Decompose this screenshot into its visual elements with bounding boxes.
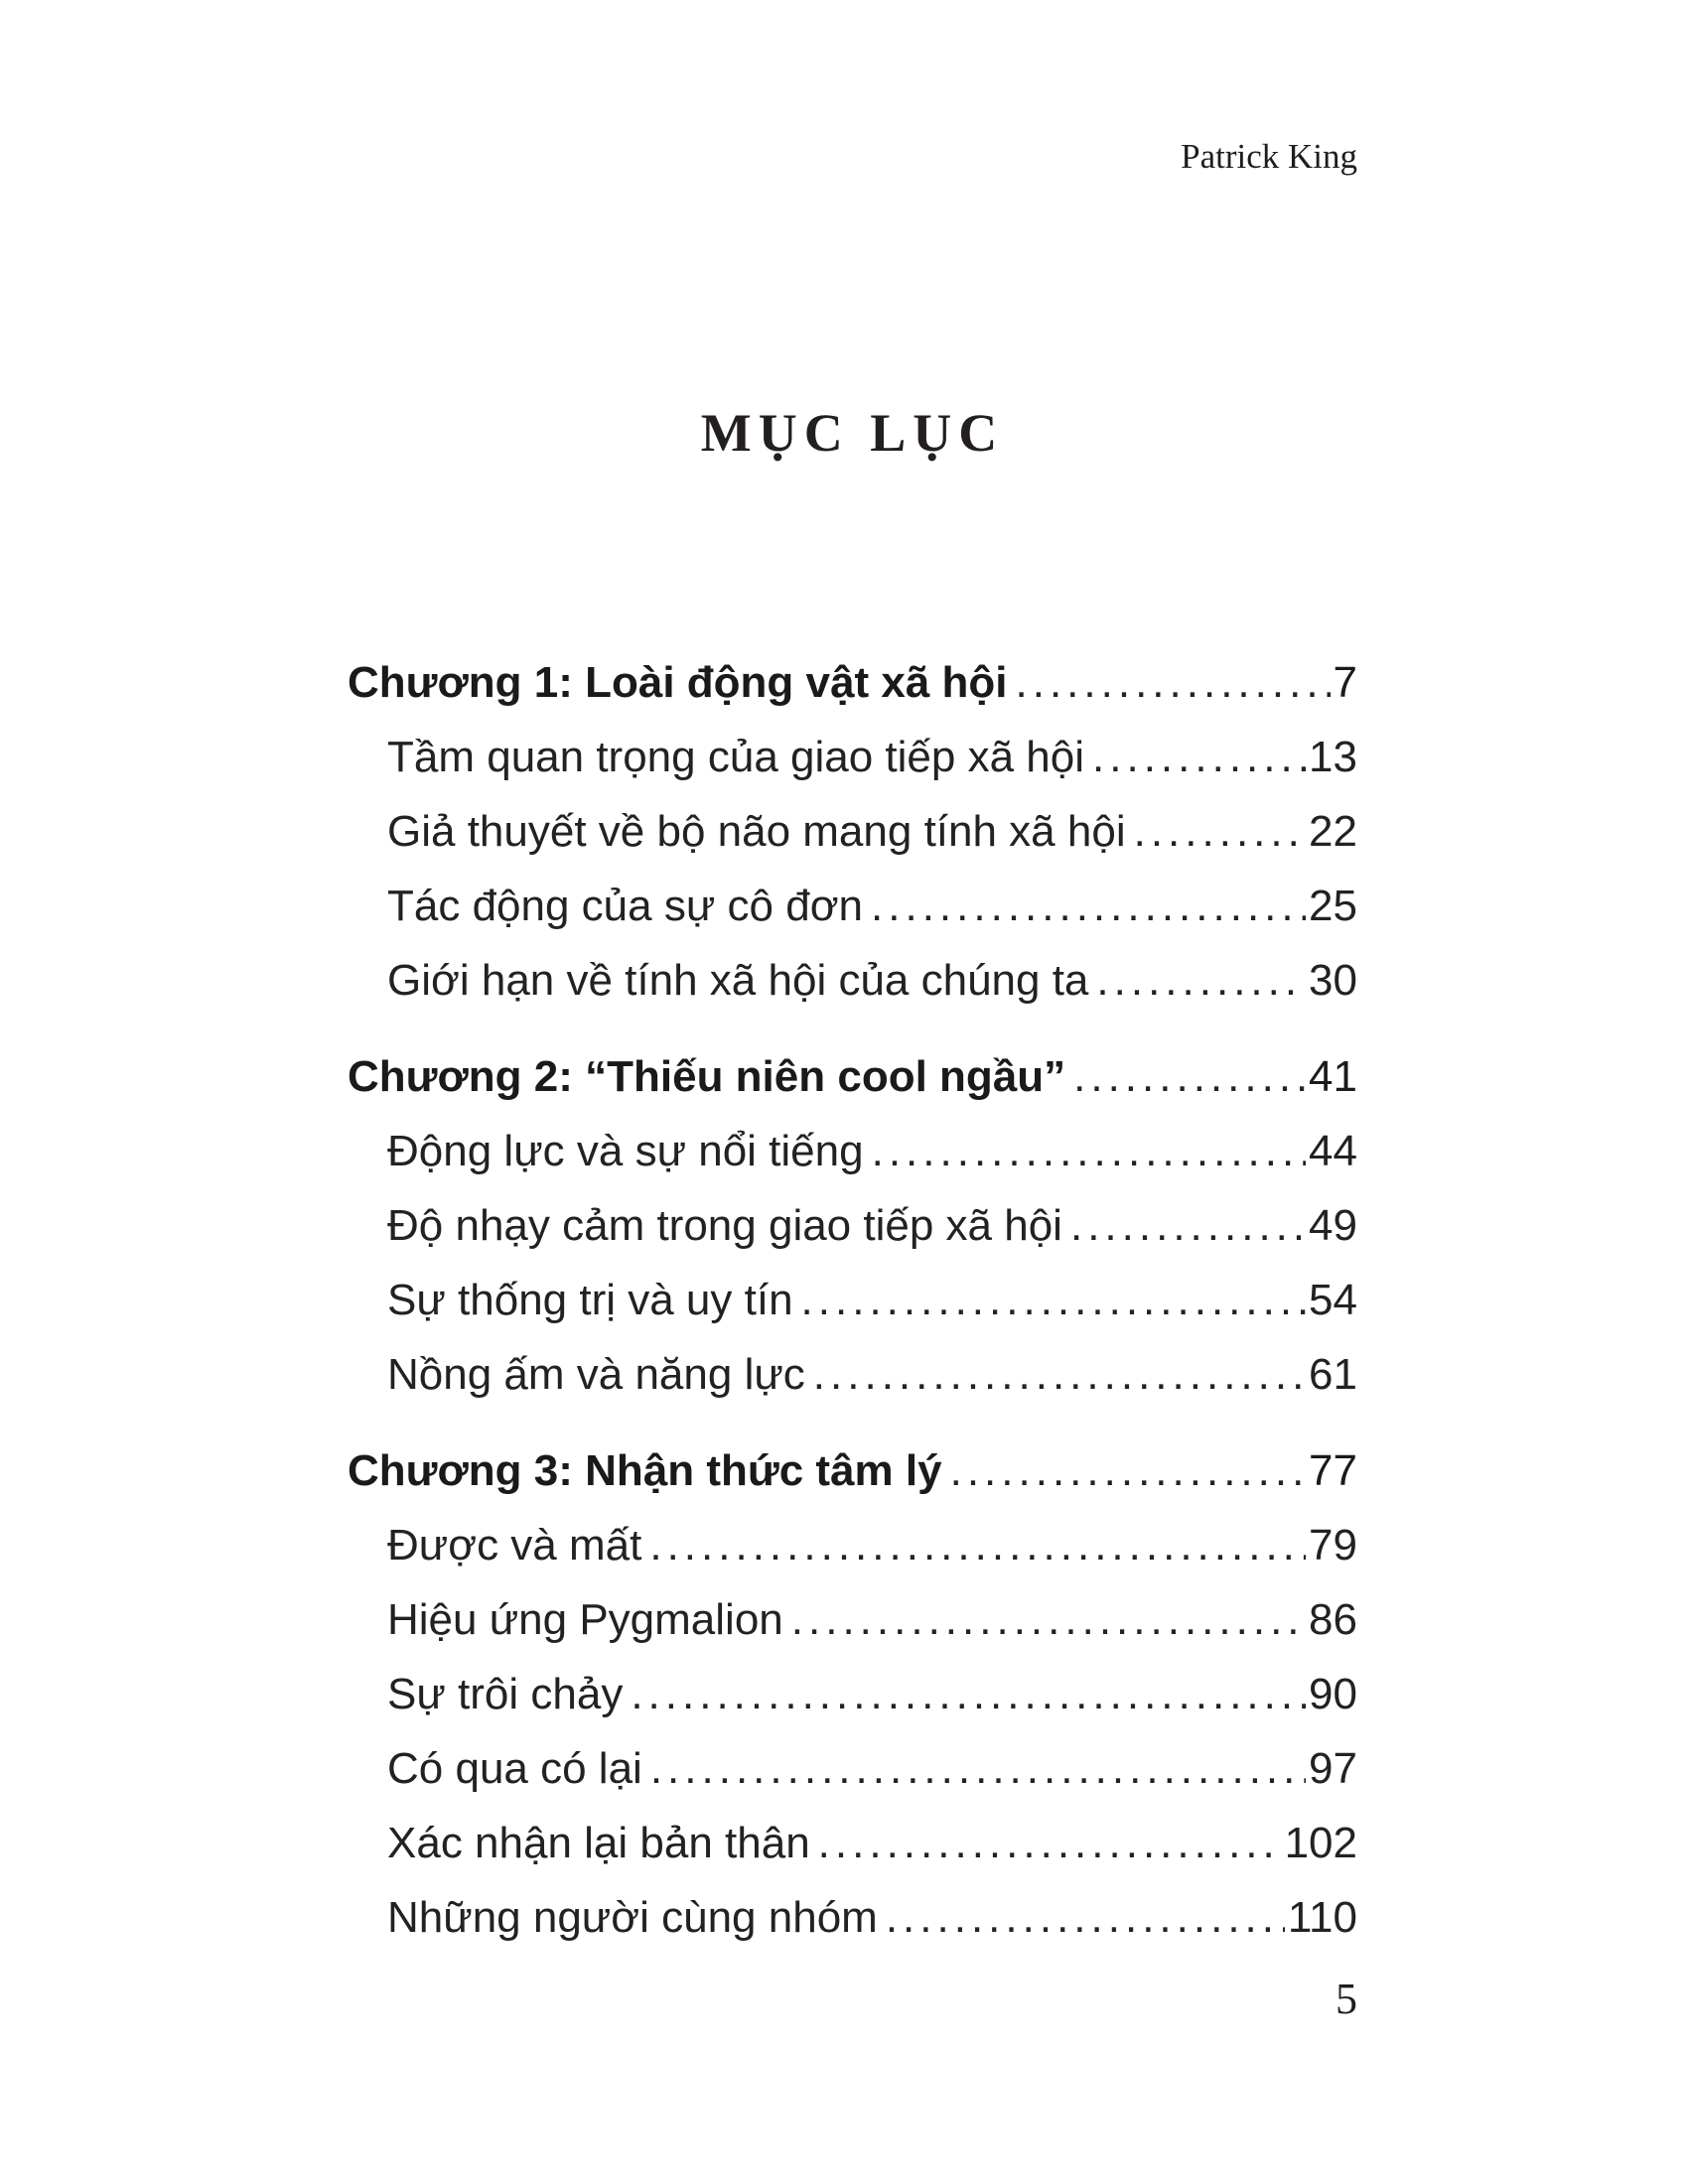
- toc-entry-label: Sự trôi chảy: [387, 1670, 624, 1718]
- toc-entry-page: 25: [1309, 882, 1357, 930]
- toc-entry-page: 79: [1309, 1521, 1357, 1570]
- toc-entry-sub: [348, 1188, 1357, 1263]
- toc-entry-page: 30: [1309, 956, 1357, 1005]
- toc-entry-page: 110: [1287, 1893, 1357, 1942]
- toc-entry-page: 77: [1309, 1446, 1357, 1495]
- toc-entry-sub: [348, 869, 1357, 943]
- toc-entry-sub: [348, 1731, 1357, 1806]
- toc-entry-label: Giả thuyết về bộ não mang tính xã hội: [387, 807, 1126, 856]
- toc-entry-page: 13: [1309, 733, 1357, 781]
- toc-entry-label: Chương 2: “Thiếu niên cool ngầu”: [348, 1052, 1066, 1101]
- toc-entry-sub: [348, 720, 1357, 794]
- toc-entry-label: Tác động của sự cô đơn: [387, 882, 864, 930]
- toc-dot-leader: [1096, 943, 1306, 1018]
- toc-entry-label: Được và mất: [387, 1521, 642, 1570]
- toc-entry-label: Có qua có lại: [387, 1744, 642, 1793]
- toc-dot-leader: [631, 1657, 1306, 1731]
- toc-entry-page: 97: [1309, 1744, 1357, 1793]
- toc-entry-page: 61: [1309, 1350, 1357, 1399]
- toc-entry-label: Hiệu ứng Pygmalion: [387, 1595, 783, 1644]
- running-header-author: Patrick King: [1181, 137, 1357, 176]
- toc-entry-chapter: [348, 1039, 1357, 1114]
- toc-entry-label: Tầm quan trọng của giao tiếp xã hội: [387, 733, 1085, 781]
- toc-entry-sub: [348, 794, 1357, 869]
- toc-dot-leader: [1070, 1188, 1306, 1263]
- toc-dot-leader: [872, 1114, 1306, 1188]
- toc-entry-label: Chương 3: Nhận thức tâm lý: [348, 1446, 942, 1495]
- toc-dot-leader: [1134, 794, 1306, 869]
- toc-entry-page: 102: [1284, 1819, 1357, 1867]
- toc-entry-sub: [348, 1508, 1357, 1582]
- toc-dot-leader: [871, 869, 1306, 943]
- toc-entry-sub: [348, 1880, 1357, 1955]
- toc-dot-leader: [649, 1508, 1306, 1582]
- toc-entry-label: Động lực và sự nổi tiếng: [387, 1127, 864, 1175]
- toc-dot-leader: [813, 1337, 1306, 1412]
- toc-entry-sub: [348, 1806, 1357, 1880]
- toc-entry-label: Chương 1: Loài động vật xã hội: [348, 658, 1008, 707]
- toc-entry-page: 41: [1309, 1052, 1357, 1101]
- toc-dot-leader: [1073, 1039, 1306, 1114]
- toc-entry-sub: [348, 1657, 1357, 1731]
- toc-dot-leader: [818, 1806, 1282, 1880]
- toc-entry-label: Giới hạn về tính xã hội của chúng ta: [387, 956, 1089, 1005]
- toc-dot-leader: [1016, 645, 1331, 720]
- toc-entry-label: Những người cùng nhóm: [387, 1893, 878, 1942]
- toc-entry-page: 86: [1309, 1595, 1357, 1644]
- page-title: MỤC LỤC: [700, 403, 1005, 463]
- toc-list: [348, 623, 1357, 1955]
- toc-entry-page: 49: [1309, 1201, 1357, 1250]
- toc-entry-sub: [348, 1582, 1357, 1657]
- toc-entry-label: Độ nhạy cảm trong giao tiếp xã hội: [387, 1201, 1062, 1250]
- toc-entry-page: 22: [1309, 807, 1357, 856]
- toc-entry-sub: [348, 1337, 1357, 1412]
- page-number: 5: [1336, 1975, 1357, 2023]
- toc-entry-page: 44: [1309, 1127, 1357, 1175]
- toc-entry-label: Xác nhận lại bản thân: [387, 1819, 810, 1867]
- toc-dot-leader: [1092, 720, 1306, 794]
- toc-entry-sub: [348, 1263, 1357, 1337]
- toc-dot-leader: [650, 1731, 1306, 1806]
- toc-entry-sub: [348, 1114, 1357, 1188]
- toc-entry-chapter: [348, 1433, 1357, 1508]
- toc-entry-page: 54: [1309, 1276, 1357, 1324]
- toc-dot-leader: [791, 1582, 1306, 1657]
- toc-entry-chapter: [348, 645, 1357, 720]
- toc-entry-label: Sự thống trị và uy tín: [387, 1276, 793, 1324]
- toc-entry-page: 7: [1333, 658, 1357, 707]
- toc-dot-leader: [950, 1433, 1306, 1508]
- toc-dot-leader: [801, 1263, 1307, 1337]
- toc-dot-leader: [886, 1880, 1285, 1955]
- toc-entry-page: 90: [1309, 1670, 1357, 1718]
- toc-entry-label: Nồng ấm và năng lực: [387, 1350, 805, 1399]
- toc-entry-sub: [348, 943, 1357, 1018]
